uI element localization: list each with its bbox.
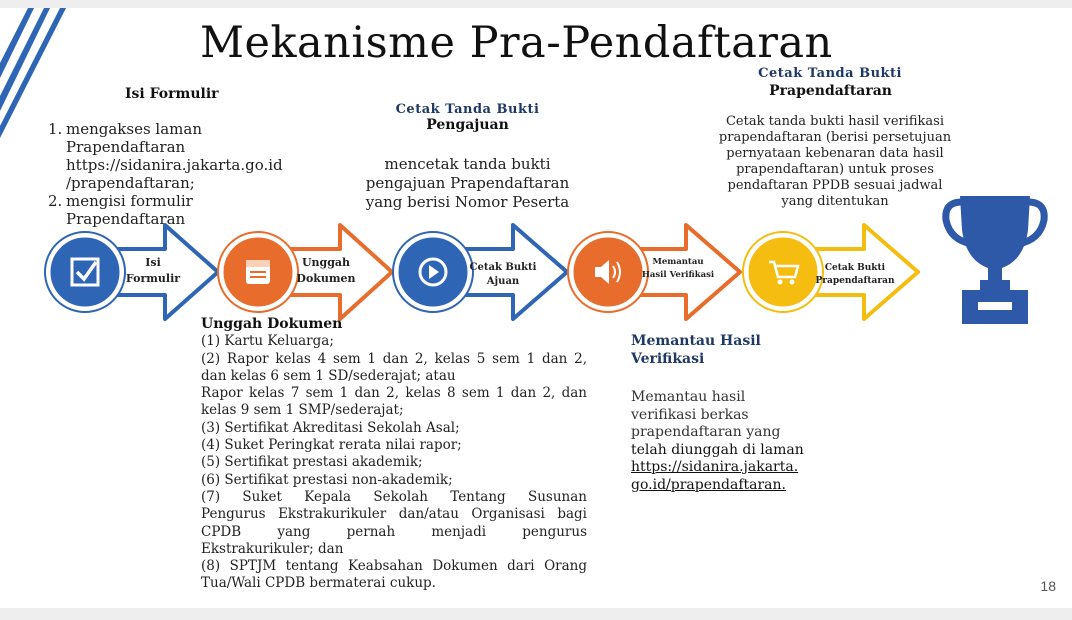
cetak-prapendaftaran-body xyxy=(700,114,970,210)
body-line: telah diunggah di laman xyxy=(631,441,804,458)
doc-line: (7) Suket Kepala Sekolah Tentang Susunan xyxy=(201,488,587,505)
step-label-2: Prapendaftaran xyxy=(815,276,895,286)
isi-formulir-title: Isi Formulir xyxy=(125,86,219,102)
doc-line: (5) Sertifikat prestasi akademik; xyxy=(201,454,423,471)
step-label-1: Cetak Bukti xyxy=(824,263,886,273)
unggah-dokumen-title: Unggah Dokumen xyxy=(201,316,343,332)
body-line: verifikasi berkas xyxy=(631,406,749,423)
list-line: mengisi formulir xyxy=(66,192,193,210)
calendar-icon xyxy=(246,260,270,284)
body-line: pernyataan kebenaran data hasil xyxy=(726,146,944,161)
doc-line: CPDB yang pernah menjadi pengurus xyxy=(201,523,587,540)
step-label-2: Dokumen xyxy=(296,272,356,285)
list-number: 2. xyxy=(48,192,63,210)
doc-line: (1) Kartu Keluarga; xyxy=(201,333,334,350)
list-line: https://sidanira.jakarta.go.id xyxy=(66,156,283,174)
sidanira-link-line[interactable]: go.id/prapendaftaran. xyxy=(631,476,786,493)
list-number: 1. xyxy=(48,120,63,138)
doc-line: Pengurus Ekstrakurikuler dan/atau Organisasi bagi xyxy=(201,506,587,523)
cetak-pengajuan-block xyxy=(360,102,575,212)
step-label-2: Ajuan xyxy=(486,276,520,287)
doc-line: kelas 9 sem 1 SMP/sederajat; xyxy=(201,402,404,419)
body-line: prapendaftaran) untuk proses xyxy=(736,162,934,177)
doc-line: (4) Suket Peringkat rerata nilai rapor; xyxy=(201,437,462,454)
unggah-dokumen-panel xyxy=(201,316,587,593)
body-line: pengajuan Prapendaftaran xyxy=(365,174,570,192)
cetak-pengajuan-subtitle: Cetak Tanda Bukti xyxy=(395,102,540,117)
step-label-1: Memantau xyxy=(652,257,704,267)
step-label-1: Unggah xyxy=(301,256,351,269)
bottom-band xyxy=(0,608,1072,620)
cetak-pengajuan-title: Pengajuan xyxy=(426,117,509,133)
step-cetak-bukti-ajuan xyxy=(393,225,567,319)
cetak-prapendaftaran-block xyxy=(700,66,970,210)
doc-line: Ekstrakurikuler; dan xyxy=(201,540,344,557)
step-label-1: Isi xyxy=(145,256,161,269)
body-line: yang ditentukan xyxy=(781,194,889,209)
step-label-2: Formulir xyxy=(125,272,181,285)
doc-line: (8) SPTJM tentang Keabsahan Dokumen dari Orang xyxy=(201,558,587,575)
doc-line: dan kelas 6 sem 1 SD/sederajat; atau xyxy=(201,367,456,384)
memantau-title-line: Memantau Hasil xyxy=(631,333,761,349)
doc-line: (2) Rapor kelas 4 sem 1 dan 2, kelas 5 sem 1 dan 2, xyxy=(201,350,587,367)
isi-formulir-list xyxy=(48,120,308,228)
list-line: mengakses laman xyxy=(66,120,203,138)
step-label-1: Cetak Bukti xyxy=(469,262,537,273)
list-line: Prapendaftaran xyxy=(66,210,186,228)
body-line: pendaftaran PPDB sesuai jadwal xyxy=(727,178,943,193)
cetak-pengajuan-body xyxy=(360,155,575,212)
top-band xyxy=(0,0,1072,8)
body-line: Memantau hasil xyxy=(631,389,746,405)
body-line: Cetak tanda bukti hasil verifikasi xyxy=(725,114,945,129)
doc-line: Rapor kelas 7 sem 1 dan 2, kelas 8 sem 1 dan 2, dan xyxy=(201,385,587,402)
step-memantau-hasil-verifikasi xyxy=(568,225,740,319)
body-line: mencetak tanda bukti xyxy=(384,155,551,173)
page-number: 18 xyxy=(1040,578,1056,594)
sidanira-link-line[interactable]: https://sidanira.jakarta. xyxy=(631,459,799,475)
decorative-stripes xyxy=(0,8,80,138)
doc-line: (3) Sertifikat Akreditasi Sekolah Asal; xyxy=(201,419,460,436)
step-isi-formulir xyxy=(45,225,218,319)
cetak-prapendaftaran-subtitle: Cetak Tanda Bukti xyxy=(758,66,902,81)
doc-line: Tua/Wali CPDB bermaterai cukup. xyxy=(201,575,436,592)
memantau-title-line: Verifikasi xyxy=(631,350,705,367)
doc-line: (6) Sertifikat prestasi non-akademik; xyxy=(201,471,453,488)
memantau-panel xyxy=(631,333,831,494)
body-line: prapendaftaran (berisi persetujuan xyxy=(718,130,952,145)
cetak-prapendaftaran-title: Prapendaftaran xyxy=(769,83,892,99)
body-line: prapendaftaran yang xyxy=(631,424,781,440)
trophy-icon xyxy=(940,190,1050,330)
step-label-2: Hasil Verifikasi xyxy=(641,270,715,280)
step-unggah-dokumen xyxy=(218,225,392,319)
page-title: Mekanisme Pra-Pendaftaran xyxy=(200,18,833,68)
body-line: yang berisi Nomor Peserta xyxy=(365,193,570,211)
memantau-body xyxy=(631,389,831,494)
list-line: Prapendaftaran xyxy=(66,138,186,156)
step-cetak-bukti-prapendaftaran xyxy=(743,225,918,319)
list-item xyxy=(48,120,308,192)
list-line: /prapendaftaran; xyxy=(66,174,195,192)
